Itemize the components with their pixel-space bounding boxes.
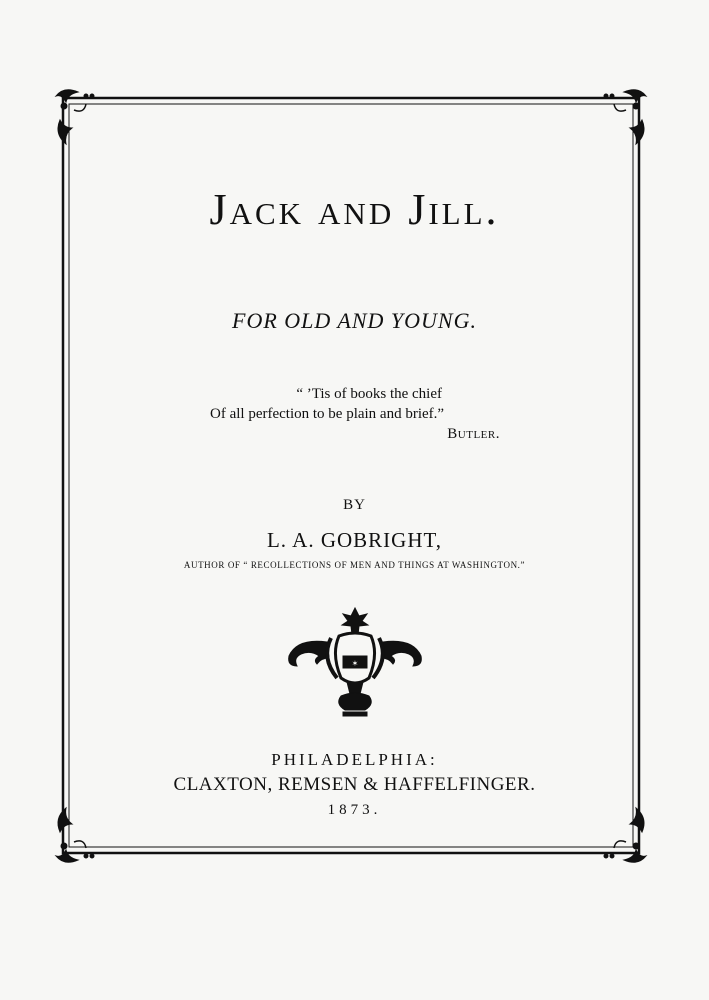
epigraph-attribution: Butler. xyxy=(447,426,500,442)
book-title: Jack and Jill. xyxy=(209,185,500,234)
book-subtitle: FOR OLD AND YOUNG. xyxy=(232,308,477,333)
imprint-publisher: CLAXTON, REMSEN & HAFFELFINGER. xyxy=(173,774,536,795)
epigraph-line-2: Of all perfection to be plain and brief.” xyxy=(210,406,445,422)
imprint-city: PHILADELPHIA: xyxy=(271,750,438,769)
vase-ornament-icon xyxy=(285,604,425,722)
imprint-year: 1873. xyxy=(327,802,382,818)
by-label: BY xyxy=(343,497,366,513)
author-name: L. A. GOBRIGHT, xyxy=(266,528,443,552)
svg-text:✶: ✶ xyxy=(351,659,359,668)
epigraph xyxy=(210,384,500,444)
epigraph-line-1: “ ’Tis of books the chief xyxy=(296,386,442,402)
author-credentials: AUTHOR OF “ RECOLLECTIONS OF MEN AND THINGS AT WASHINGTON.” xyxy=(183,560,526,570)
